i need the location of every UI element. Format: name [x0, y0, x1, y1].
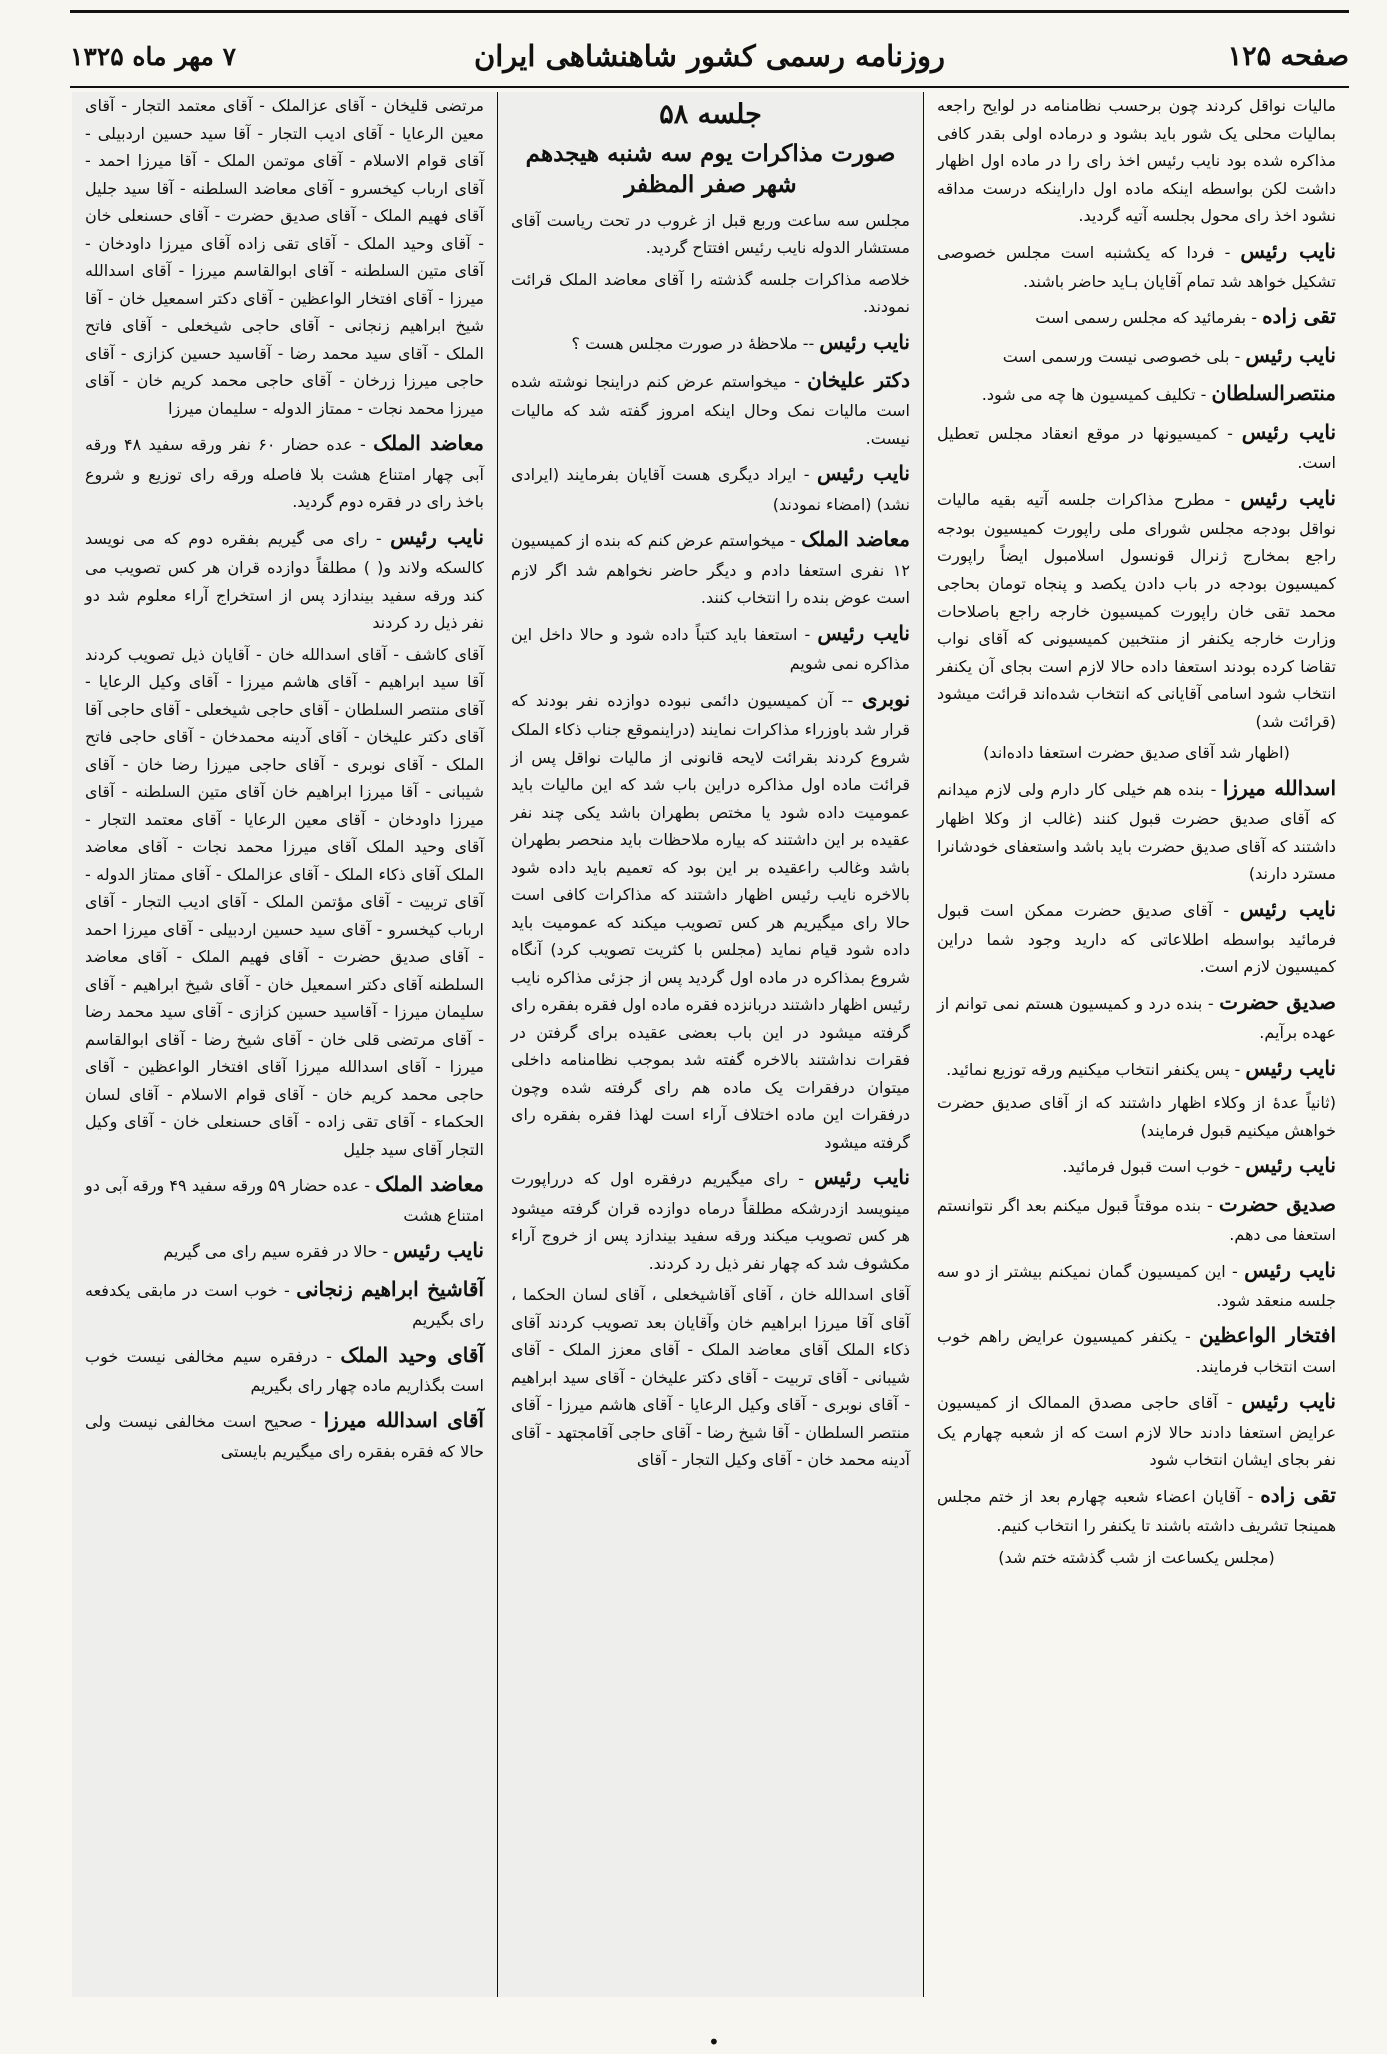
- speech-text: - رای میگیریم درفقره اول که درراپورت مینویسد ازدرشکه مطلقاً درماه دوازده قران گرفته میشود هر کس تصویب میکند ورقه سفید بیندازد پس از خروج آراء مکشوف شد که چهار نفر ذیل رد کردند.: [511, 1169, 910, 1273]
- speech: [937, 338, 1336, 372]
- paragraph: مجلس سه ساعت وربع قبل از غروب در تحت ریاست آقای مستشار الدوله نایب رئیس افتتاح گردید.: [511, 210, 910, 258]
- speech: [937, 415, 1336, 477]
- closing-note: (مجلس یکساعت از شب گذشته ختم شد): [998, 1547, 1275, 1567]
- middle-column: [498, 92, 924, 1997]
- speech: [937, 1051, 1336, 1085]
- speech-text: - فردا که یکشنبه است مجلس خصوصی تشکیل خواهد شد تمام آقایان بـاید حاضر باشند.: [937, 242, 1336, 291]
- speech: [937, 892, 1336, 981]
- speech-text: - میخواستم عرض کنم دراینجا نوشته شده است مالیات نمک وحال اینکه امروز گفته شد که مالیات نیست.: [511, 371, 910, 448]
- speech: [511, 1160, 910, 1277]
- speaker-name: اسدالله میرزا: [1222, 775, 1336, 800]
- speech: [937, 1478, 1336, 1540]
- speech-text: - تکلیف کمیسیون ها چه می شود.: [981, 385, 1207, 405]
- speaker-name: نایب رئیس: [1245, 342, 1336, 367]
- speech-text: - عده حضار ۵۹ ورقه سفید ۴۹ ورقه آبی دو امتناع هشت: [85, 1176, 484, 1225]
- speaker-name: نایب رئیس: [1240, 485, 1336, 510]
- speech: [511, 325, 910, 359]
- session-number: جلسه ۵۸: [659, 99, 762, 130]
- speech: [937, 299, 1336, 333]
- issue-date: ۷ مهر ماه ۱۳۲۵: [70, 41, 237, 71]
- speech: [85, 1338, 484, 1400]
- right-column: [924, 92, 1349, 1997]
- speech-text: - بنده هم خیلی کار دارم ولی لازم میدانم که آقای صدیق حضرت قبول کنند (غالب از وکلا اظهار داشتند که آقای صدیق حضرت باید باشد واستعفای خودشانرا مسترد دارند): [937, 779, 1336, 884]
- speaker-name: نایب رئیس: [390, 524, 484, 549]
- speaker-name: نایب رئیس: [1245, 1153, 1336, 1178]
- speech: [937, 1318, 1336, 1380]
- top-rule: [70, 10, 1349, 13]
- speech-text: - حالا در فقره سیم رای می گیریم: [163, 1242, 389, 1262]
- speaker-name: نایب رئیس: [1239, 896, 1337, 921]
- speech: [85, 1272, 484, 1334]
- speech-text: - استعفا باید کتباً داده شود و حالا داخل این مذاکره نمی شویم: [511, 624, 910, 674]
- speech-text: - بنده درد و کمیسیون هستم نمی توانم از عهده برآیم.: [937, 993, 1336, 1043]
- session-title: صورت مذاکرات یوم سه شنبه هیجدهم شهر صفر المظفر: [525, 140, 896, 199]
- speech-text: - رای می گیریم بفقره دوم که می نویسد کالسکه ولاند و( ) مطلقاً دوازده قران هر کس تصویب می کند ورقه سفید بیندازد پس از استخراج آراء معلوم شد دو نفر ذیل رد کردند: [85, 528, 484, 633]
- paragraph: خلاصه مذاکرات جلسه گذشته را آقای معاضد الملک قرائت نمودند.: [511, 269, 910, 317]
- header-rule: [70, 86, 1349, 88]
- speech-text: - کمیسیونها در موقع انعقاد مجلس تعطیل است.: [937, 423, 1336, 473]
- speaker-name: نوبری: [861, 686, 911, 711]
- speech: [511, 616, 910, 678]
- speaker-name: نایب رئیس: [393, 1238, 484, 1263]
- speech-text: - یکنفر کمیسیون عرایض راهم خوب است انتخاب فرمایند.: [937, 1327, 1336, 1376]
- speech: [937, 1187, 1336, 1249]
- speech-text: - آقای حاجی مصدق الممالک از کمیسیون عرایض استعفا دادند حالا لازم است که از شعبه چهارم یک نفر بجای ایشان انتخاب شود: [937, 1393, 1336, 1470]
- speaker-name: افتخار الواعظین: [1199, 1323, 1336, 1348]
- speech-text: - عده حضار ۶۰ نفر ورقه سفید ۴۸ ورقه آبی چهار امتناع هشت بلا فاصله ورقه رای توزیع و شروع باخذ رای در فقره دوم گردید.: [85, 435, 484, 512]
- speaker-name: معاضد الملک: [375, 1172, 484, 1197]
- speaker-name: نایب رئیس: [817, 461, 910, 486]
- speaker-name: صدیق حضرت: [1219, 989, 1337, 1014]
- speech-text: - مطرح مذاکرات جلسه آتیه بقیه مالیات نواقل بودجه مجلس شورای ملی راپورت کمیسیون بودجه راجع بمخارج ژنرال قونسول اسلامبول ایضاً راپورت کمیسیون بودجه در باب دادن یکصد و پنجاه تومان بحاجی محمد تقی خان راپورت کمیسیون خارجه راجع باصلاحات وزارت خارجه یکنفر از منتخبین کمیسیونی که آقای نواب تقاضا کرده بودند استعفا داده حالا لازم است بجای آن یکنفر انتخاب شود اسامی آقایانی که انتخاب شده‌اند قرائت میشود (قرائت شد): [937, 489, 1336, 731]
- speech-text: - خوب است در مابقی یکدفعه رای بگیریم: [85, 1280, 484, 1330]
- speech: [937, 234, 1336, 296]
- speaker-name: نایب رئیس: [1244, 1257, 1336, 1282]
- speaker-name: تقی زاده: [1262, 304, 1336, 329]
- speech: [511, 456, 910, 518]
- speech: [937, 1253, 1336, 1315]
- speaker-name: نایب رئیس: [817, 620, 911, 645]
- speech: [85, 520, 484, 637]
- speech: [85, 1403, 484, 1465]
- text-columns: [72, 92, 1349, 1997]
- page-header: [70, 30, 1349, 82]
- speech-text: - درفقره سیم مخالفی نیست خوب است بگذاریم ماده چهار رای بگیریم: [85, 1346, 484, 1395]
- speech: [937, 1148, 1336, 1182]
- note: (اظهار شد آقای صدیق حضرت استعفا داده‌اند): [983, 743, 1290, 763]
- speaker-name: آقای اسدالله میرزا: [323, 1408, 484, 1433]
- speaker-name: آقای وحید الملک: [340, 1342, 484, 1367]
- speech-text: - بلی خصوصی نیست ورسمی است: [1002, 346, 1241, 366]
- speech-text: -- آن کمیسیون دائمی نبوده دوازده نفر بودند که قرار شد باوزراء مذاکرات نمایند (دراینموقع جناب ذکاء الملک شروع کردند بقرائت لایحه قانونی از مالیات نواقل پس از قرائت ماده اول مذاکره دراین باب شد که این مالیات باید عمومیت داده شود یا مختص بطهران باشد یکی چند نفر عقیده بر این داشتند که بیاره ملاحظات باید منحصر بطهران باشد وغالب راعقیده بر این بود که تعمیم باید داده شود بالاخره نایب رئیس اظهار داشتند که مذاکرات کافی است حالا رای میگیریم هر کس تصویب میکند که عمومیت باید داده شود قیام نماید (مجلس با کثریت تصویب کرد) آنگاه شروع بمذاکره در ماده اول گردید پس از جزئی مذاکره نایب رئیس اظهار داشتند دربانزده فقره ماده اول فقره بفقره رای گرفته میشود در این باب بعضی عقیده برای گرفتن در فقرات نداشتند بالاخره گفته شد بموجب نظامنامه داخلی میتوان درفقرات یک ماده هم رای گرفته شده وچون درفقرات این ماده اختلاف آراء است لهذا فقره بفقره رای گرفته میشود: [511, 690, 910, 1152]
- bullet-mark: •: [708, 2030, 720, 2054]
- speech-text: - بفرمائید که مجلس رسمی است: [1035, 308, 1257, 328]
- speaker-name: آقاشیخ ابراهیم زنجانی: [296, 1276, 484, 1301]
- session-heading: [511, 92, 910, 201]
- speech: [511, 522, 910, 611]
- speech-text: - پس یکنفر انتخاب میکنیم ورقه توزیع نمائید.: [946, 1059, 1241, 1079]
- speech-text: - میخواستم عرض کنم که بنده از کمیسیون ۱۲ نفری استعفا دادم و دیگر حاضر نخواهم شد اگر لازم است عوض بنده را انتخاب کنند.: [511, 531, 910, 608]
- speaker-name: صدیق حضرت: [1218, 1191, 1337, 1216]
- speech-text: - خوب است قبول فرمائید.: [1062, 1157, 1241, 1177]
- speaker-name: نایب رئیس: [1245, 1055, 1336, 1080]
- page-number: صفحه ۱۲۵: [1227, 40, 1349, 72]
- paragraph: مالیات نواقل کردند چون برحسب نظامنامه در لوایح راجعه بمالیات محلی یک شور باید بشود و درماده اولی بقدر کافی مذاکره شده بود نایب رئیس اخذ رای را در ماده اول اظهار داشت لکن بواسطه اینکه ماده اول داراینکه درست مداقه نشود اخذ رای محول بجلسه آتیه گردید.: [937, 96, 1336, 226]
- paragraph: آقای اسدالله خان ، آقای آقاشیخعلی ، آقای لسان الحکما ، آقای آقا میرزا ابراهیم خان وآقایان بعد تصویب کردند آقای ذکاء الملک آقای معاضد الملک - آقای معزز الملک - آقای شیبانی - آقای تربیت - آقای دکتر علیخان - آقای سید ابراهیم - آقای نوبری - آقای وکیل الرعایا - آقای هاشم میرزا - آقای منتصر السلطان - آقا شیخ رضا - آقای حاجی آقامجتهد - آقای آدینه محمد خان - آقای وکیل التجار - آقای: [511, 1285, 910, 1470]
- speaker-name: نایب رئیس: [1240, 238, 1336, 263]
- speaker-name: تقی زاده: [1260, 1482, 1336, 1507]
- speaker-name: نایب رئیس: [814, 1165, 910, 1190]
- speech-text: - صحیح است مخالفی نیست ولی حالا که فقره بفقره رای میگیریم بایستی: [85, 1412, 484, 1461]
- speech: [85, 1233, 484, 1267]
- speech-text: - آقایان اعضاء شعبه چهارم بعد از ختم مجلس همینجا تشریف داشته باشند تا یکنفر را انتخاب کنیم.: [937, 1486, 1336, 1536]
- speaker-name: نایب رئیس: [1241, 419, 1337, 444]
- note: (ثانیاً عدهٔ از وکلاء اظهار داشتند که از آقای صدیق حضرت خواهش میکنیم قبول فرمایند): [937, 1093, 1336, 1140]
- speech: [937, 985, 1336, 1047]
- left-column: [72, 92, 498, 1997]
- speech-text: - آقای صدیق حضرت ممکن است قبول فرمائید بواسطه اطلاعاتی که دارید وجود شما دراین کمیسیون لازم است.: [937, 900, 1336, 977]
- speech: [511, 363, 910, 452]
- paragraph: آقای کاشف - آقای اسدالله خان - آقایان ذیل تصویب کردند آقا سید ابراهیم - آقای هاشم میرزا - آقای وکیل الرعایا - آقای منتصر السلطان - آقای حاجی شیخعلی - آقای حاجی آقا آقای دکتر علیخان - آقای آدینه محمدخان - آقای حاجی فاتح الملک - آقای نوبری - آقای حاجی میرزا رضا خان - آقای شیبانی - آقا میرزا ابراهیم خان آقای متین السلطنه - آقای میرزا داودخان - آقای معین الرعایا - آقای معتمد التجار - آقای وحید الملک آقای میرزا محمد نجات - آقای معاضد الملک آقای ذکاء الملک - آقای عزالملک - آقای ممتاز الدوله - آقای تربیت - آقای مؤتمن الملک - آقای ادیب التجار - آقای ارباب کیخسرو - آقای سید حسین اردبیلی - آقای میرزا احمد - آقای صدیق حضرت - آقای فهیم الملک - آقای معاضد السلطنه آقای دکتر اسمعیل خان - آقای شیخ ابراهیم - آقای سلیمان میرزا - آقاسید حسین کزازی - آقای سید محمد رضا - آقای مرتضی قلی خان - آقای شیخ رضا - آقای ابوالقاسم میرزا - آقای اسدالله میرزا آقای افتخار الواعظین - آقای حاجی محمد کریم خان - آقای قوام الاسلام - آقای لسان الحکماء - آقای تقی زاده - آقای حسنعلی خان - آقای وکیل التجار آقای سید جلیل: [85, 644, 484, 1159]
- speaker-name: نایب رئیس: [1241, 1389, 1336, 1414]
- speech-text: - بنده موقتاً قبول میکنم بعد اگر نتوانستم استعفا می دهم.: [937, 1195, 1336, 1245]
- speaker-name: معاضد الملک: [373, 431, 484, 456]
- speech: [937, 1384, 1336, 1473]
- speech: [937, 376, 1336, 410]
- speaker-name: نایب رئیس: [819, 329, 910, 354]
- speaker-name: معاضد الملک: [801, 527, 911, 552]
- speech: [511, 682, 910, 1157]
- speech-text: - ایراد دیگری هست آقایان بفرمایند (ایرادی نشد) (امضاء نمودند): [511, 465, 910, 514]
- paragraph: مرتضی قلیخان - آقای عزالملک - آقای معتمد التجار - آقای معین الرعایا - آقای ادیب التجار - آقا سید حسین اردبیلی - آقای قوام الاسلام - آقای موتمن الملک - آقا میرزا احمد - آقای ارباب کیخسرو - آقای معاضد السلطنه - آقا سید جلیل آقای فهیم الملک - آقای صدیق حضرت - آقای حسنعلی خان - آقای وحید الملک - آقای تقی زاده آقای میرزا داودخان - آقای متین السلطنه - آقای ابوالقاسم میرزا - آقای اسدالله میرزا - آقای افتخار الواعظین - آقای دکتر اسمعیل خان - آقا شیخ ابراهیم زنجانی - آقای حاجی شیخعلی - آقای فاتح الملک - آقای سید محمد رضا - آقاسید حسین کزازی - آقای حاجی میرزا زرخان - آقای حاجی محمد کریم خان - آقای میرزا محمد نجات - ممتاز الدوله - سلیمان میرزا: [85, 96, 484, 418]
- speech: [85, 1167, 484, 1229]
- speech: [85, 426, 484, 515]
- speech-text: -- ملاحظهٔ در صورت مجلس هست ؟: [571, 333, 815, 353]
- speaker-name: منتصرالسلطان: [1211, 381, 1336, 406]
- speech-text: - این کمیسیون گمان نمیکنم بیشتر از دو سه جلسه منعقد شود.: [937, 1261, 1336, 1310]
- speech: [937, 771, 1336, 888]
- speaker-name: دکتر علیخان: [807, 367, 911, 392]
- speech: [937, 481, 1336, 736]
- newspaper-title: روزنامه رسمی کشور شاهنشاهی ایران: [473, 39, 946, 73]
